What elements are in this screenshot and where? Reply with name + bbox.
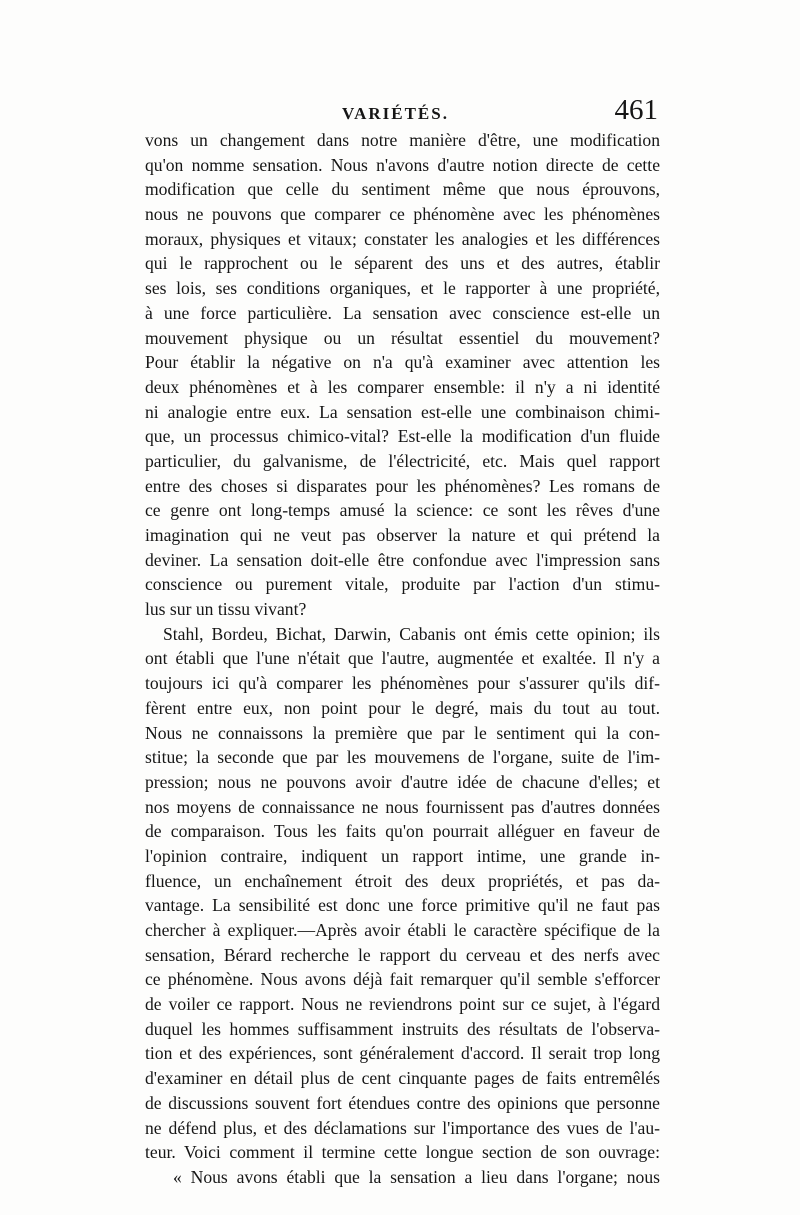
text-line: que, un processus chimico-vital? Est-elle la modification d'un fluide [145, 426, 660, 447]
text-line: entre des choses si disparates pour les phénomènes? Les romans de [145, 475, 660, 496]
text-line: de discussions souvent fort étendues contre des opinions que personne [145, 1092, 660, 1113]
running-head: VARIÉTÉS. [342, 104, 449, 123]
text-line: de comparaison. Tous les faits qu'on pourrait alléguer en faveur de [145, 821, 660, 842]
text-line: deux phénomènes et à les comparer ensemble: il n'y a ni identité [145, 376, 660, 397]
text-line: tion et des expériences, sont généralement d'accord. Il serait trop long [145, 1043, 660, 1064]
text-line: duquel les hommes suffisamment instruits des résultats de l'observa- [145, 1018, 660, 1039]
text-line: nous ne pouvons que comparer ce phénomène avec les phénomènes [145, 204, 660, 225]
text-line: nos moyens de connaissance ne nous fournissent pas d'autres données [145, 796, 660, 817]
text-line: pression; nous ne pouvons avoir d'autre idée de chacune d'elles; et [145, 771, 660, 792]
text-line: particulier, du galvanisme, de l'électricité, etc. Mais quel rapport [145, 450, 660, 471]
text-line: mouvement physique ou un résultat essentiel du mouvement? [145, 327, 660, 348]
text-line: de voiler ce rapport. Nous ne reviendrons point sur ce sujet, à l'égard [145, 994, 660, 1015]
text-line: modification que celle du sentiment même que nous éprouvons, [145, 179, 660, 200]
text-line: Nous ne connaissons la première que par le sentiment qui la con- [145, 722, 660, 743]
text-line: teur. Voici comment il termine cette longue section de son ouvrage: [145, 1142, 660, 1163]
text-line: imagination qui ne veut pas observer la nature et qui prétend la [145, 525, 660, 545]
text-line: « Nous avons établi que la sensation a lieu dans l'organe; nous [173, 1166, 660, 1187]
text-line: conscience ou purement vitale, produite par l'action d'un stimu- [145, 574, 660, 595]
text-line: lus sur un tissu vivant? [145, 599, 307, 620]
text-line: fèrent entre eux, non point pour le degré, mais du tout au tout. [145, 697, 660, 718]
text-line: à une force particulière. La sensation avec conscience est-elle un [145, 302, 660, 323]
text-line: qui le rapprochent ou le séparent des uns et des autres, établir [145, 253, 660, 274]
text-line: ce genre ont long-temps amusé la science: ce sont les rêves d'une [145, 500, 660, 521]
text-line: moraux, physiques et vitaux; constater les analogies et les différences [145, 228, 660, 249]
text-line: fluence, un enchaînement étroit des deux propriétés, et pas da- [145, 870, 660, 891]
text-line: Stahl, Bordeu, Bichat, Darwin, Cabanis ont émis cette opinion; ils [163, 623, 660, 644]
body-text [145, 128, 660, 1190]
text-line: l'opinion contraire, indiquent un rapport intime, une grande in- [145, 845, 660, 866]
text-line: vons un changement dans notre manière d'être, une modification [145, 130, 660, 150]
text-line: ni analogie entre eux. La sensation est-elle une combinaison chimi- [145, 401, 660, 422]
text-line: sensation, Bérard recherche le rapport du cerveau et des nerfs avec [145, 944, 660, 965]
text-line: ses lois, ses conditions organiques, et le rapporter à une propriété, [145, 278, 660, 299]
text-line: ce phénomène. Nous avons déjà fait remarquer qu'il semble s'efforcer [145, 969, 660, 990]
text-line: toujours ici qu'à comparer les phénomènes pour s'assurer qu'ils dif- [145, 673, 660, 694]
text-line: d'examiner en détail plus de cent cinquante pages de faits entremêlés [145, 1068, 660, 1089]
text-line: chercher à expliquer.—Après avoir établi le caractère spécifique de la [145, 920, 660, 940]
text-line: deviner. La sensation doit-elle être confondue avec l'impression sans [145, 549, 660, 570]
text-line: ont établi que l'une n'était que l'autre, augmentée et exaltée. Il n'y a [145, 648, 660, 669]
page-number: 461 [614, 94, 658, 126]
text-line: qu'on nomme sensation. Nous n'avons d'autre notion directe de cette [145, 154, 660, 175]
text-line: vantage. La sensibilité est donc une force primitive qu'il ne faut pas [145, 895, 660, 916]
text-line: stitue; la seconde que par les mouvemens de l'organe, suite de l'im- [145, 747, 660, 768]
text-line: Pour établir la négative on n'a qu'à examiner avec attention les [145, 352, 660, 373]
text-line: ne défend plus, et des déclamations sur l'importance des vues de l'au- [145, 1117, 660, 1138]
